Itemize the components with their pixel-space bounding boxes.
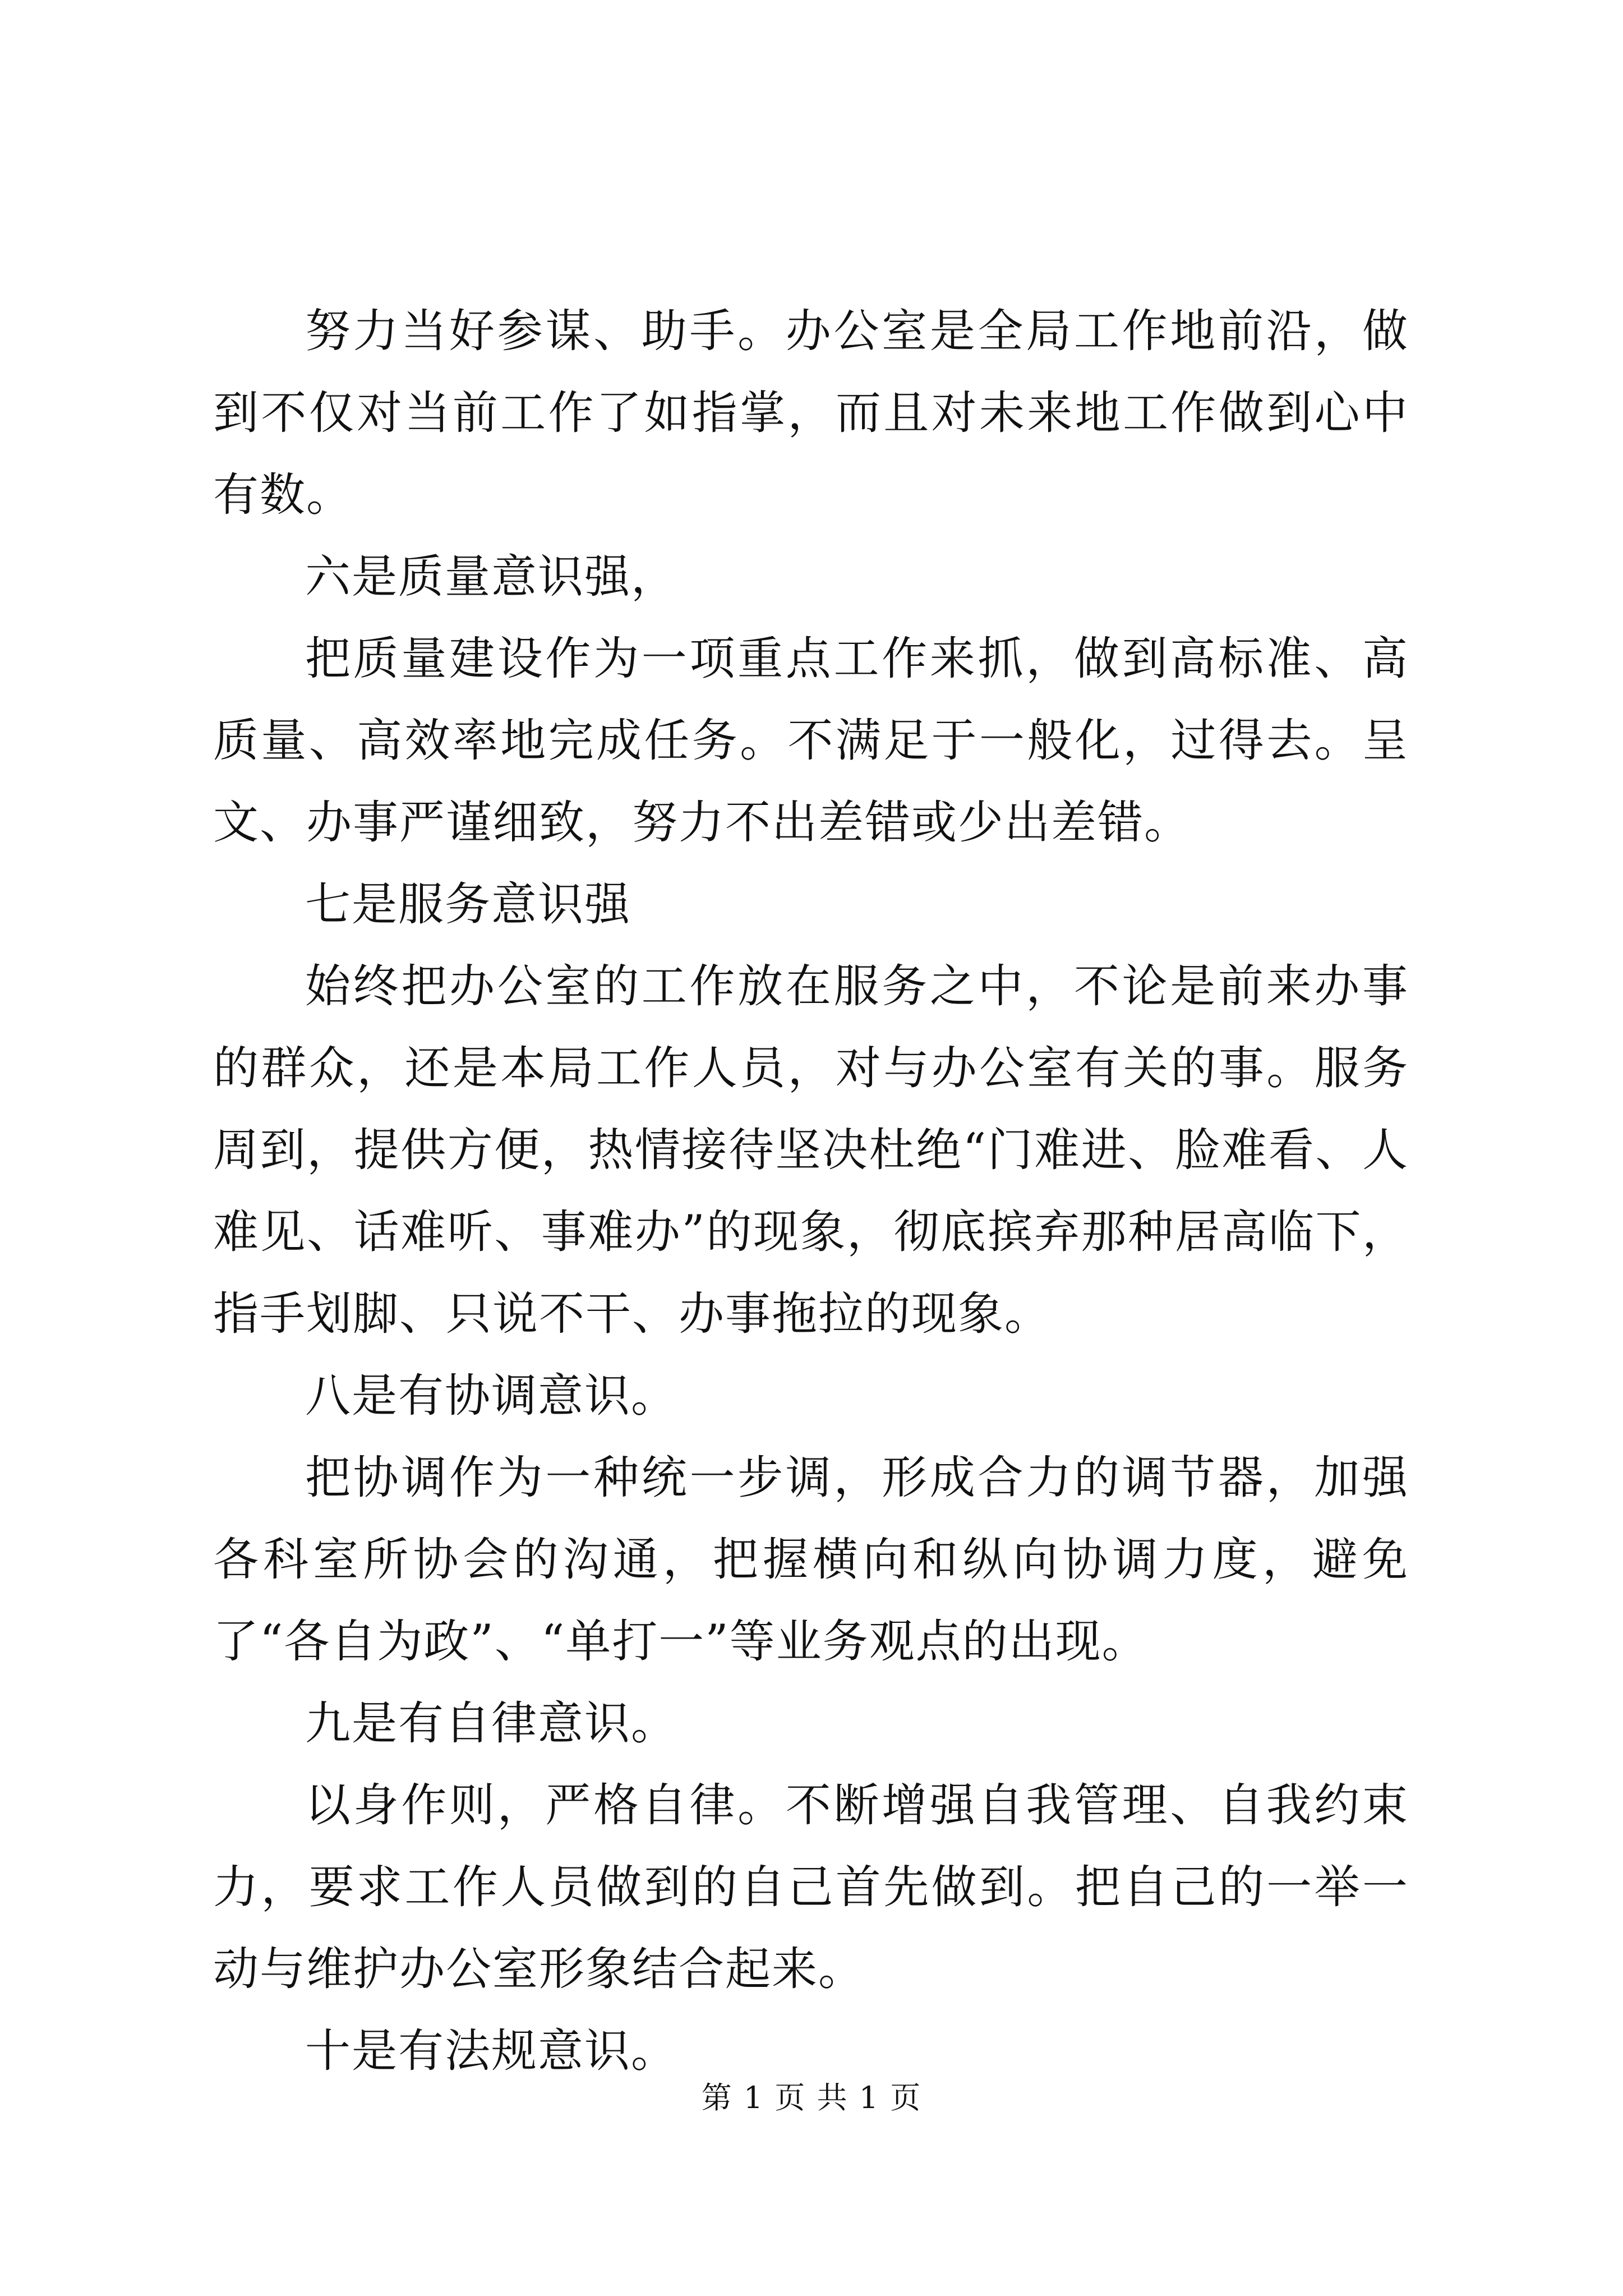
paragraph-service-awareness: 始终把办公室的工作放在服务之中，不论是前来办事的群众，还是本局工作人员，对与办公室有关的事。服务周到，提供方便，热情接待坚决杜绝“门难进、脸难看、人难见、话难听、事难办”的现象，彻底摈弃那种居高临下，指手划脚、只说不干、办事拖拉的现象。: [213, 960, 1409, 1341]
paragraph-staff-role: 努力当好参谋、助手。办公室是全局工作地前沿，做到不仅对当前工作了如指掌，而且对未来地工作做到心中有数。: [213, 305, 1409, 522]
page-footer: 第 1 页 共 1 页: [701, 2080, 922, 2115]
heading-quality-awareness: 六是质量意识强，: [305, 551, 678, 604]
heading-service-awareness: 七是服务意识强: [305, 878, 631, 931]
document-body: [213, 291, 1409, 2092]
heading-coordination-awareness: 八是有协调意识。: [305, 1370, 678, 1423]
heading-legal-awareness: 十是有法规意识。: [305, 2025, 678, 2078]
paragraph-coordination-awareness: 把协调作为一种统一步调，形成合力的调节器，加强各科室所协会的沟通，把握横向和纵向协调力度，避免了“各自为政”、“单打一”等业务观点的出现。: [213, 1452, 1409, 1668]
heading-self-discipline: 九是有自律意识。: [305, 1697, 678, 1750]
paragraph-self-discipline: 以身作则，严格自律。不断增强自我管理、自我约束力，要求工作人员做到的自己首先做到。把自己的一举一动与维护办公室形象结合起来。: [213, 1779, 1409, 1996]
paragraph-quality-awareness: 把质量建设作为一项重点工作来抓，做到高标准、高质量、高效率地完成任务。不满足于一般化，过得去。呈文、办事严谨细致，努力不出差错或少出差错。: [213, 633, 1409, 849]
